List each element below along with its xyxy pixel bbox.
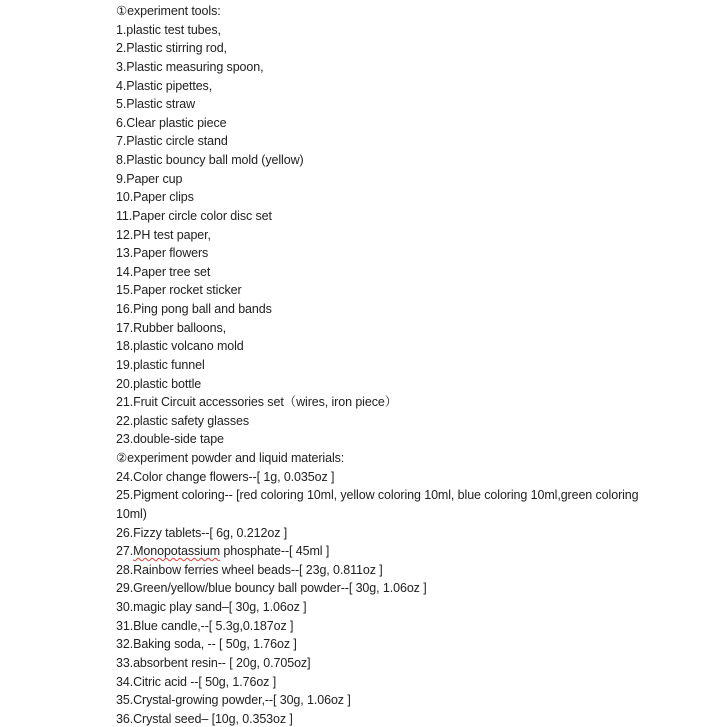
- text-line: 33.absorbent resin-- [ 20g, 0.705oz]: [116, 655, 311, 670]
- text-line: 24.Color change flowers--[ 1g, 0.035oz ]: [116, 469, 335, 484]
- text-line: 27.Monopotassium phosphate--[ 45ml ]: [116, 544, 330, 559]
- text-line: 17.Rubber balloons,: [116, 320, 226, 335]
- text-line: 16.Ping pong ball and bands: [116, 302, 272, 316]
- text-line: 29.Green/yellow/blue bouncy ball powder--[ 30g, 1.06oz ]: [116, 581, 427, 596]
- spellcheck-underlined-word: Monopotassium: [133, 544, 221, 559]
- text-line: 10.Paper clips: [116, 190, 194, 205]
- text-line: 35.Crystal-growing powder,--[ 30g, 1.06oz ]: [116, 693, 351, 708]
- text-line: 19.plastic funnel: [116, 357, 205, 372]
- text-line: 36.Crystal seed– [10g, 0.353oz ]: [116, 711, 293, 726]
- text-line: 1.plastic test tubes,: [116, 22, 221, 37]
- text-line: 34.Citric acid --[ 50g, 1.76oz ]: [116, 674, 277, 689]
- text-line: 22.plastic safety glasses: [116, 413, 249, 428]
- text-line: 14.Paper tree set: [116, 264, 211, 279]
- text-line: 25.Pigment coloring-- [red coloring 10ml, yellow coloring 10ml, blue coloring 10ml,green coloring: [116, 488, 639, 503]
- text-line: 21.Fruit Circuit accessories set（wires, iron piece）: [116, 395, 398, 410]
- section-heading: ②experiment powder and liquid materials:: [116, 451, 345, 465]
- text-line: 28.Rainbow ferries wheel beads--[ 23g, 0.811oz ]: [116, 562, 383, 577]
- text-line: 30.magic play sand–[ 30g, 1.06oz ]: [116, 600, 307, 614]
- section-heading: ①experiment tools:: [116, 4, 221, 18]
- text-line: 3.Plastic measuring spoon,: [116, 59, 264, 74]
- text-line: 31.Blue candle,--[ 5.3g,0.187oz ]: [116, 618, 294, 633]
- text-line: 8.Plastic bouncy ball mold (yellow): [116, 153, 304, 167]
- text-line: 10ml): [116, 506, 147, 521]
- text-line: 12.PH test paper,: [116, 227, 211, 242]
- text-line: 13.Paper flowers: [116, 246, 209, 261]
- text-line: 15.Paper rocket sticker: [116, 283, 242, 298]
- text-line: 26.Fizzy tablets--[ 6g, 0.212oz ]: [116, 525, 288, 540]
- text-line: 23.double-side tape: [116, 432, 224, 447]
- text-line: 20.plastic bottle: [116, 376, 202, 391]
- text-line: 4.Plastic pipettes,: [116, 78, 213, 93]
- text-line: 5.Plastic straw: [116, 97, 196, 112]
- text-line: 32.Baking soda, -- [ 50g, 1.76oz ]: [116, 637, 297, 652]
- text-line: 6.Clear plastic piece: [116, 115, 227, 130]
- text-line: 18.plastic volcano mold: [116, 339, 244, 354]
- text-line: 2.Plastic stirring rod,: [116, 41, 227, 56]
- text-line: 11.Paper circle color disc set: [116, 208, 272, 223]
- text-line: 7.Plastic circle stand: [116, 134, 228, 149]
- text-line: 9.Paper cup: [116, 171, 183, 186]
